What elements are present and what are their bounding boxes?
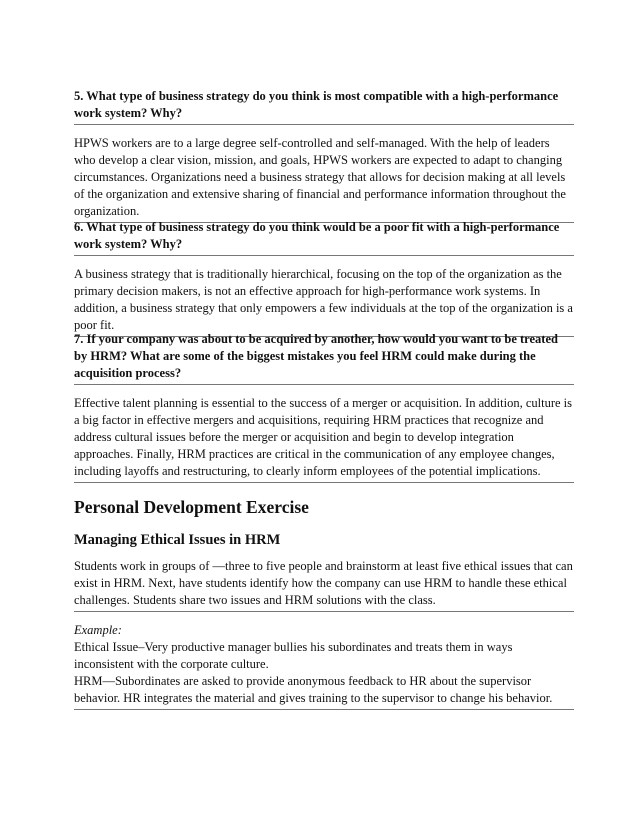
question-block-6 [74,219,574,337]
example-label: Example: [74,623,122,637]
section-title: Personal Development Exercise [74,497,309,517]
subsection-title: Managing Ethical Issues in HRM [74,532,281,548]
answer-7: Effective talent planning is essential to the success of a merger or acquisition. In addition, culture is a big factor in effective mergers and acquisitions, requiring HRM practices that recognize and address cultural issues before the merger or acquisition and begin to develop integration approaches. Finally, HRM practices are critical in the communication of any employee changes, including layoffs and restructuring, to clearly inform employees of the potential implications. [74,395,574,483]
question-7: 7. If your company was about to be acquired by another, how would you want to be treated by HRM? What are some of the biggest mistakes you feel HRM could make during the acquisition process? [74,331,574,385]
answer-6: A business strategy that is traditionally hierarchical, focusing on the top of the organization as the primary decision makers, is not an effective approach for high-performance work systems. In addition, a business strategy that only empowers a few individuals at the top of the organization is a poor fit. [74,266,574,337]
question-block-5 [74,88,574,223]
question-5: 5. What type of business strategy do you think is most compatible with a high-performance work system? Why? [74,88,574,125]
example-block [74,622,574,710]
question-block-7 [74,331,574,483]
example-ethical-issue: Ethical Issue–Very productive manager bullies his subordinates and treats them in ways inconsistent with the corporate culture. [74,640,513,671]
example-hrm-solution: HRM—Subordinates are asked to provide anonymous feedback to HR about the supervisor behavior. HR integrates the material and gives training to the supervisor to change his behavior. [74,674,553,705]
question-6: 6. What type of business strategy do you think would be a poor fit with a high-performance work system? Why? [74,219,574,256]
answer-5: HPWS workers are to a large degree self-controlled and self-managed. With the help of leaders who develop a clear vision, mission, and goals, HPWS workers are expected to adapt to changing circumstances. Organizations need a business strategy that allows for decision making at all levels of the organization and extensive sharing of financial and performance information throughout the organization. [74,135,574,223]
exercise-intro: Students work in groups of —three to five people and brainstorm at least five ethical issues that can exist in HRM. Next, have students identify how the company can use HRM to handle these ethical challenges. Students share two issues and HRM solutions with the class. [74,558,574,612]
